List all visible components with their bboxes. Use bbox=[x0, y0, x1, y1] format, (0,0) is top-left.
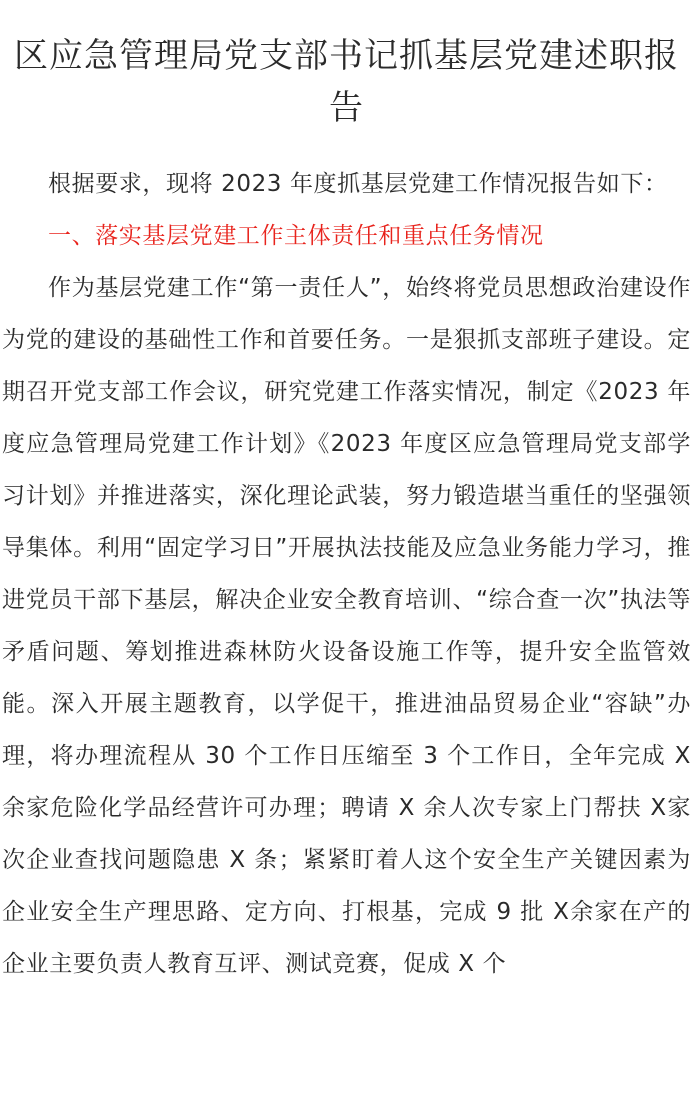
document-body bbox=[0, 158, 693, 990]
intro-paragraph: 根据要求，现将 2023 年度抓基层党建工作情况报告如下： bbox=[48, 171, 668, 197]
document-title: 区应急管理局党支部书记抓基层党建述职报告 bbox=[14, 36, 679, 128]
section-heading: 一、落实基层党建工作主体责任和重点任务情况 bbox=[48, 223, 544, 249]
body-paragraph: 作为基层党建工作“第一责任人”，始终将党员思想政治建设作为党的建设的基础性工作和首要任务。一是狠抓支部班子建设。定期召开党支部工作会议，研究党建工作落实情况，制定《2023 年度应急管理局党建工作计划》《2023 年度区应急管理局党支部学习计划》并推进落实，深化理论武装，努力锻造堪当重任的坚强领导集体。利用“固定学习日”开展执法技能及应急业务能力学习，推进党员干部下基层，解决企业安全教育培训、“综合查一次”执法等矛盾问题、筹划推进森林防火设备设施工作等，提升安全监管效能。深入开展主题教育，以学促干，推进油品贸易企业“容缺”办理，将办理流程从 30 个工作日压缩至 3 个工作日，全年完成 X 余家危险化学品经营许可办理；聘请 X 余人次专家上门帮扶 X家次企业查找问题隐患 X 条；紧紧盯着人这个安全生产关键因素为企业安全生产理思路、定方向、打根基，完成 9 批 X余家在产的企业主要负责人教育互评、测试竞赛，促成 X 个 bbox=[2, 275, 691, 977]
